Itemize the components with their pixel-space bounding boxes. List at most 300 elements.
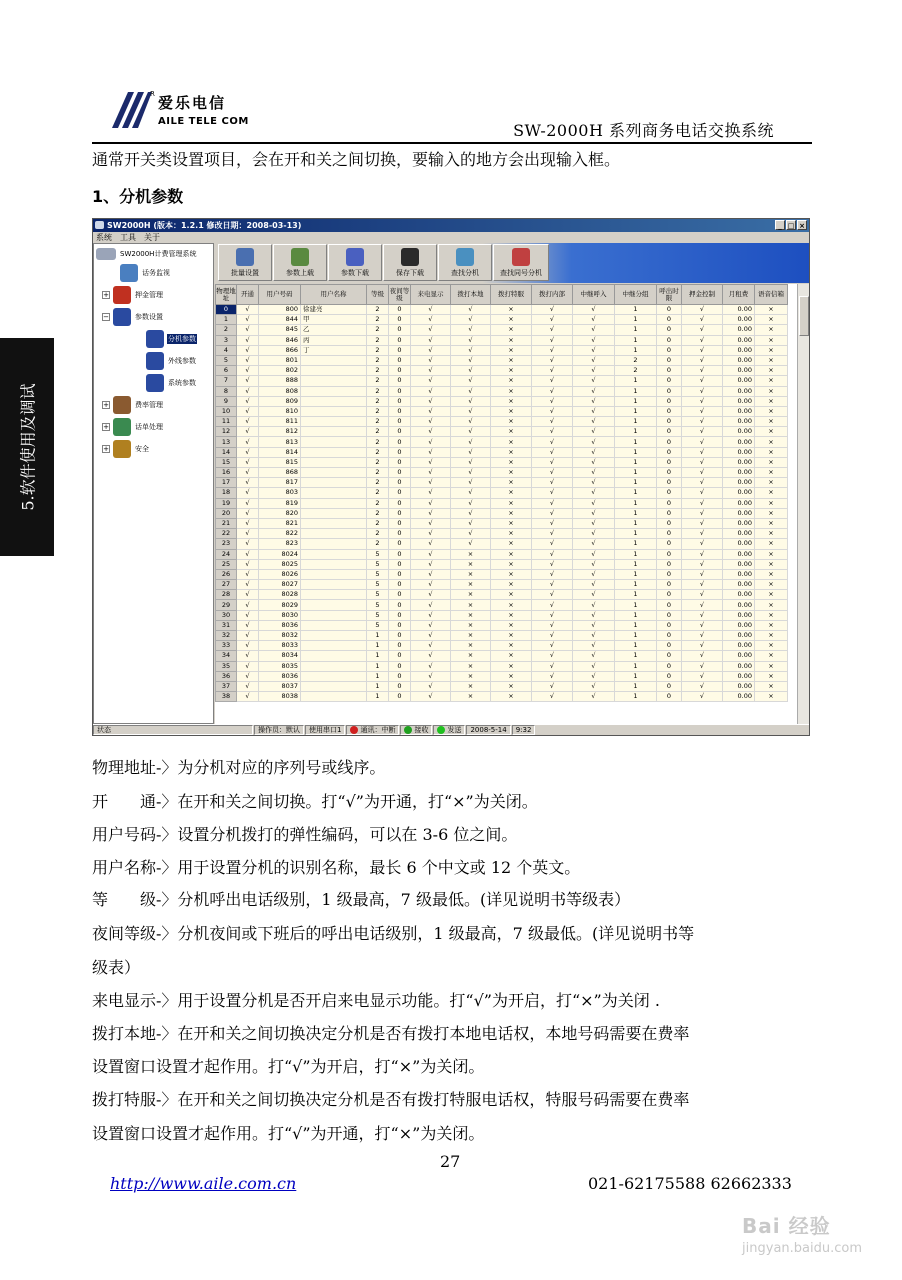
- table-cell[interactable]: ×: [451, 681, 491, 691]
- table-row[interactable]: [216, 661, 788, 671]
- table-cell[interactable]: √: [451, 417, 491, 427]
- table-cell[interactable]: 35: [216, 661, 237, 671]
- table-cell[interactable]: √: [411, 631, 451, 641]
- table-cell[interactable]: √: [682, 549, 723, 559]
- column-header[interactable]: 押金控制: [682, 285, 723, 305]
- table-cell[interactable]: 0: [389, 631, 411, 641]
- table-cell[interactable]: √: [237, 488, 259, 498]
- table-cell[interactable]: √: [532, 325, 573, 335]
- tree-item-deposit[interactable]: + 押金管理: [102, 286, 164, 304]
- table-cell[interactable]: 徐建亮: [301, 305, 367, 315]
- table-cell[interactable]: ×: [491, 600, 532, 610]
- table-cell[interactable]: ×: [755, 447, 788, 457]
- table-row[interactable]: [216, 325, 788, 335]
- table-cell[interactable]: [301, 661, 367, 671]
- table-cell[interactable]: √: [451, 427, 491, 437]
- table-cell[interactable]: √: [237, 315, 259, 325]
- table-cell[interactable]: [301, 692, 367, 702]
- table-cell[interactable]: 0.00: [723, 386, 755, 396]
- table-cell[interactable]: 0: [389, 335, 411, 345]
- table-cell[interactable]: √: [411, 692, 451, 702]
- table-cell[interactable]: 0.00: [723, 498, 755, 508]
- table-cell[interactable]: 1: [615, 671, 657, 681]
- table-cell[interactable]: 0.00: [723, 569, 755, 579]
- table-cell[interactable]: 802: [259, 366, 301, 376]
- table-cell[interactable]: 25: [216, 559, 237, 569]
- table-cell[interactable]: 18: [216, 488, 237, 498]
- table-cell[interactable]: √: [573, 345, 615, 355]
- table-cell[interactable]: [301, 580, 367, 590]
- table-cell[interactable]: √: [573, 631, 615, 641]
- table-cell[interactable]: √: [532, 366, 573, 376]
- table-row[interactable]: [216, 651, 788, 661]
- table-cell[interactable]: 13: [216, 437, 237, 447]
- table-cell[interactable]: √: [573, 498, 615, 508]
- table-cell[interactable]: ×: [755, 478, 788, 488]
- table-cell[interactable]: [301, 610, 367, 620]
- maximize-button[interactable]: □: [787, 222, 795, 230]
- table-cell[interactable]: 0: [389, 641, 411, 651]
- table-cell[interactable]: 814: [259, 447, 301, 457]
- table-cell[interactable]: 28: [216, 590, 237, 600]
- table-cell[interactable]: 0.00: [723, 549, 755, 559]
- table-cell[interactable]: ×: [491, 539, 532, 549]
- table-cell[interactable]: 1: [615, 529, 657, 539]
- table-cell[interactable]: 29: [216, 600, 237, 610]
- table-cell[interactable]: 8034: [259, 651, 301, 661]
- table-cell[interactable]: √: [411, 549, 451, 559]
- column-header[interactable]: 拨打本地: [451, 285, 491, 305]
- table-cell[interactable]: ×: [755, 508, 788, 518]
- table-cell[interactable]: ×: [491, 488, 532, 498]
- table-cell[interactable]: 819: [259, 498, 301, 508]
- table-cell[interactable]: ×: [491, 518, 532, 528]
- table-cell[interactable]: √: [237, 508, 259, 518]
- table-cell[interactable]: √: [532, 457, 573, 467]
- table-cell[interactable]: √: [682, 315, 723, 325]
- table-cell[interactable]: ×: [491, 406, 532, 416]
- table-cell[interactable]: ×: [491, 447, 532, 457]
- table-cell[interactable]: 0.00: [723, 508, 755, 518]
- table-cell[interactable]: 0.00: [723, 345, 755, 355]
- collapse-icon[interactable]: −: [103, 313, 109, 321]
- table-cell[interactable]: ×: [755, 437, 788, 447]
- table-cell[interactable]: ×: [491, 631, 532, 641]
- table-cell[interactable]: 0.00: [723, 427, 755, 437]
- table-cell[interactable]: 0: [389, 620, 411, 630]
- column-header[interactable]: 等级: [367, 285, 389, 305]
- table-cell[interactable]: 0: [657, 498, 682, 508]
- table-cell[interactable]: 14: [216, 447, 237, 457]
- table-cell[interactable]: 0: [657, 620, 682, 630]
- table-cell[interactable]: 0: [389, 376, 411, 386]
- table-cell[interactable]: [301, 671, 367, 681]
- table-cell[interactable]: 0: [389, 488, 411, 498]
- table-cell[interactable]: √: [451, 406, 491, 416]
- table-cell[interactable]: ×: [491, 335, 532, 345]
- table-cell[interactable]: √: [573, 692, 615, 702]
- table-cell[interactable]: 2: [367, 498, 389, 508]
- table-cell[interactable]: 1: [615, 580, 657, 590]
- table-cell[interactable]: ×: [491, 386, 532, 396]
- table-cell[interactable]: 1: [615, 488, 657, 498]
- table-cell[interactable]: 0.00: [723, 417, 755, 427]
- table-cell[interactable]: 8: [216, 386, 237, 396]
- upload-params-button[interactable]: 参数上载: [273, 244, 327, 281]
- table-cell[interactable]: 1: [615, 386, 657, 396]
- table-row[interactable]: [216, 631, 788, 641]
- table-cell[interactable]: ×: [755, 325, 788, 335]
- table-cell[interactable]: 0.00: [723, 447, 755, 457]
- table-cell[interactable]: ×: [491, 590, 532, 600]
- table-cell[interactable]: 7: [216, 376, 237, 386]
- tree-item-settings[interactable]: − 参数设置: [102, 308, 164, 326]
- table-cell[interactable]: √: [682, 325, 723, 335]
- table-cell[interactable]: √: [411, 468, 451, 478]
- table-cell[interactable]: 2: [367, 315, 389, 325]
- table-cell[interactable]: 846: [259, 335, 301, 345]
- table-cell[interactable]: 808: [259, 386, 301, 396]
- table-cell[interactable]: √: [682, 559, 723, 569]
- table-cell[interactable]: ×: [755, 518, 788, 528]
- table-cell[interactable]: 868: [259, 468, 301, 478]
- table-cell[interactable]: 0: [657, 661, 682, 671]
- table-cell[interactable]: 2: [367, 529, 389, 539]
- table-cell[interactable]: 37: [216, 681, 237, 691]
- table-cell[interactable]: √: [532, 590, 573, 600]
- tree-item-system-params[interactable]: 系统参数: [146, 374, 197, 392]
- table-cell[interactable]: 5: [367, 600, 389, 610]
- table-cell[interactable]: 32: [216, 631, 237, 641]
- table-cell[interactable]: √: [451, 355, 491, 365]
- table-cell[interactable]: √: [237, 661, 259, 671]
- table-cell[interactable]: [301, 417, 367, 427]
- table-cell[interactable]: ×: [491, 366, 532, 376]
- table-row[interactable]: [216, 447, 788, 457]
- table-cell[interactable]: √: [411, 620, 451, 630]
- table-row[interactable]: [216, 610, 788, 620]
- table-cell[interactable]: 0: [389, 692, 411, 702]
- table-cell[interactable]: √: [237, 355, 259, 365]
- table-cell[interactable]: √: [682, 651, 723, 661]
- table-cell[interactable]: 26: [216, 569, 237, 579]
- table-cell[interactable]: 0: [389, 518, 411, 528]
- table-cell[interactable]: 0.00: [723, 559, 755, 569]
- table-cell[interactable]: √: [682, 620, 723, 630]
- table-cell[interactable]: 5: [367, 549, 389, 559]
- table-cell[interactable]: 0: [389, 366, 411, 376]
- table-cell[interactable]: ×: [755, 539, 788, 549]
- table-cell[interactable]: ×: [451, 600, 491, 610]
- table-cell[interactable]: 0: [389, 580, 411, 590]
- table-cell[interactable]: 36: [216, 671, 237, 681]
- table-cell[interactable]: √: [532, 529, 573, 539]
- table-cell[interactable]: √: [411, 366, 451, 376]
- table-cell[interactable]: √: [573, 376, 615, 386]
- table-cell[interactable]: 0.00: [723, 488, 755, 498]
- table-cell[interactable]: 0: [657, 651, 682, 661]
- table-cell[interactable]: [301, 508, 367, 518]
- table-cell[interactable]: √: [411, 325, 451, 335]
- table-cell[interactable]: 5: [367, 620, 389, 630]
- table-cell[interactable]: 0.00: [723, 651, 755, 661]
- table-cell[interactable]: √: [237, 386, 259, 396]
- table-cell[interactable]: [301, 518, 367, 528]
- table-cell[interactable]: ×: [755, 651, 788, 661]
- table-row[interactable]: [216, 315, 788, 325]
- table-cell[interactable]: 0: [657, 478, 682, 488]
- table-cell[interactable]: √: [451, 335, 491, 345]
- table-cell[interactable]: √: [411, 355, 451, 365]
- table-cell[interactable]: √: [237, 366, 259, 376]
- table-cell[interactable]: [301, 631, 367, 641]
- table-cell[interactable]: √: [411, 447, 451, 457]
- table-cell[interactable]: 5: [367, 580, 389, 590]
- table-cell[interactable]: 0: [657, 366, 682, 376]
- table-cell[interactable]: ×: [451, 610, 491, 620]
- table-cell[interactable]: √: [411, 569, 451, 579]
- table-cell[interactable]: √: [237, 457, 259, 467]
- table-cell[interactable]: √: [573, 610, 615, 620]
- table-cell[interactable]: ×: [491, 468, 532, 478]
- table-cell[interactable]: 1: [367, 692, 389, 702]
- table-cell[interactable]: 2: [367, 355, 389, 365]
- table-cell[interactable]: 2: [367, 468, 389, 478]
- table-cell[interactable]: 1: [615, 590, 657, 600]
- table-cell[interactable]: ×: [755, 468, 788, 478]
- table-cell[interactable]: √: [532, 559, 573, 569]
- table-cell[interactable]: √: [532, 305, 573, 315]
- table-cell[interactable]: 38: [216, 692, 237, 702]
- table-cell[interactable]: 8027: [259, 580, 301, 590]
- tree-item-trunk-params[interactable]: 外线参数: [146, 352, 197, 370]
- column-header[interactable]: 语音信箱: [755, 285, 788, 305]
- table-cell[interactable]: √: [573, 335, 615, 345]
- download-params-button[interactable]: 参数下载: [328, 244, 382, 281]
- table-cell[interactable]: √: [237, 478, 259, 488]
- table-cell[interactable]: √: [451, 539, 491, 549]
- table-cell[interactable]: √: [237, 651, 259, 661]
- table-cell[interactable]: ×: [755, 641, 788, 651]
- table-cell[interactable]: ×: [755, 610, 788, 620]
- table-cell[interactable]: 1: [367, 671, 389, 681]
- find-extension-button[interactable]: 查找分机: [438, 244, 492, 281]
- table-cell[interactable]: 1: [615, 600, 657, 610]
- table-cell[interactable]: 27: [216, 580, 237, 590]
- table-cell[interactable]: √: [451, 345, 491, 355]
- table-cell[interactable]: ×: [755, 396, 788, 406]
- expand-icon[interactable]: +: [103, 401, 109, 409]
- table-row[interactable]: [216, 600, 788, 610]
- table-cell[interactable]: ×: [755, 406, 788, 416]
- table-cell[interactable]: [301, 468, 367, 478]
- table-cell[interactable]: √: [682, 610, 723, 620]
- table-cell[interactable]: √: [237, 518, 259, 528]
- column-header[interactable]: 来电显示: [411, 285, 451, 305]
- table-cell[interactable]: 2: [367, 335, 389, 345]
- table-cell[interactable]: √: [573, 447, 615, 457]
- table-cell[interactable]: 1: [615, 417, 657, 427]
- table-cell[interactable]: √: [451, 518, 491, 528]
- table-cell[interactable]: 24: [216, 549, 237, 559]
- table-cell[interactable]: ×: [755, 681, 788, 691]
- table-cell[interactable]: 33: [216, 641, 237, 651]
- table-cell[interactable]: ×: [491, 437, 532, 447]
- table-cell[interactable]: √: [573, 366, 615, 376]
- table-cell[interactable]: 0: [389, 549, 411, 559]
- table-cell[interactable]: 0.00: [723, 671, 755, 681]
- table-cell[interactable]: 2: [367, 417, 389, 427]
- table-cell[interactable]: √: [411, 315, 451, 325]
- table-cell[interactable]: 0.00: [723, 305, 755, 315]
- table-cell[interactable]: √: [573, 559, 615, 569]
- table-cell[interactable]: ×: [491, 325, 532, 335]
- table-row[interactable]: [216, 549, 788, 559]
- table-cell[interactable]: 0: [389, 651, 411, 661]
- table-cell[interactable]: ×: [755, 559, 788, 569]
- table-cell[interactable]: √: [532, 468, 573, 478]
- table-cell[interactable]: 1: [615, 427, 657, 437]
- table-cell[interactable]: 803: [259, 488, 301, 498]
- table-cell[interactable]: √: [573, 468, 615, 478]
- table-cell[interactable]: √: [237, 620, 259, 630]
- table-cell[interactable]: 甲: [301, 315, 367, 325]
- table-cell[interactable]: 1: [615, 641, 657, 651]
- table-row[interactable]: [216, 396, 788, 406]
- table-cell[interactable]: 2: [367, 539, 389, 549]
- table-cell[interactable]: 0: [389, 478, 411, 488]
- table-cell[interactable]: 0: [389, 508, 411, 518]
- table-cell[interactable]: [301, 386, 367, 396]
- table-cell[interactable]: √: [682, 498, 723, 508]
- table-cell[interactable]: √: [411, 417, 451, 427]
- table-cell[interactable]: 0: [657, 355, 682, 365]
- table-cell[interactable]: 0.00: [723, 396, 755, 406]
- table-cell[interactable]: √: [573, 651, 615, 661]
- table-cell[interactable]: 8036: [259, 671, 301, 681]
- menu-tools[interactable]: 工具: [120, 233, 136, 242]
- table-cell[interactable]: 0: [657, 315, 682, 325]
- table-cell[interactable]: 1: [615, 325, 657, 335]
- table-cell[interactable]: ×: [491, 651, 532, 661]
- table-row[interactable]: [216, 386, 788, 396]
- table-cell[interactable]: 2: [367, 376, 389, 386]
- table-cell[interactable]: ×: [491, 641, 532, 651]
- tree-item-bill[interactable]: + 话单处理: [102, 418, 164, 436]
- table-cell[interactable]: √: [411, 437, 451, 447]
- table-cell[interactable]: √: [532, 498, 573, 508]
- table-cell[interactable]: √: [682, 457, 723, 467]
- table-cell[interactable]: 6: [216, 366, 237, 376]
- save-download-button[interactable]: 保存下载: [383, 244, 437, 281]
- table-cell[interactable]: 0: [657, 529, 682, 539]
- table-cell[interactable]: 0: [389, 427, 411, 437]
- table-cell[interactable]: 3: [216, 335, 237, 345]
- table-cell[interactable]: ×: [755, 580, 788, 590]
- table-row[interactable]: [216, 457, 788, 467]
- table-cell[interactable]: ×: [491, 355, 532, 365]
- table-cell[interactable]: ×: [755, 569, 788, 579]
- table-cell[interactable]: ×: [491, 305, 532, 315]
- table-row[interactable]: [216, 366, 788, 376]
- table-row[interactable]: [216, 692, 788, 702]
- table-cell[interactable]: √: [532, 488, 573, 498]
- table-cell[interactable]: √: [532, 600, 573, 610]
- table-cell[interactable]: 1: [367, 631, 389, 641]
- table-cell[interactable]: 0.00: [723, 620, 755, 630]
- table-row[interactable]: [216, 671, 788, 681]
- table-cell[interactable]: 0: [657, 376, 682, 386]
- table-cell[interactable]: √: [411, 498, 451, 508]
- table-cell[interactable]: 0.00: [723, 590, 755, 600]
- table-cell[interactable]: ×: [755, 345, 788, 355]
- table-row[interactable]: [216, 478, 788, 488]
- table-cell[interactable]: 0.00: [723, 529, 755, 539]
- table-cell[interactable]: √: [532, 641, 573, 651]
- table-cell[interactable]: 2: [367, 406, 389, 416]
- table-cell[interactable]: 2: [367, 396, 389, 406]
- table-cell[interactable]: √: [451, 376, 491, 386]
- table-cell[interactable]: 0: [389, 681, 411, 691]
- table-cell[interactable]: 20: [216, 508, 237, 518]
- table-row[interactable]: [216, 355, 788, 365]
- table-cell[interactable]: ×: [755, 600, 788, 610]
- table-cell[interactable]: [301, 437, 367, 447]
- table-cell[interactable]: √: [573, 549, 615, 559]
- table-cell[interactable]: 811: [259, 417, 301, 427]
- table-cell[interactable]: √: [411, 478, 451, 488]
- table-cell[interactable]: 813: [259, 437, 301, 447]
- tree-item-security[interactable]: + 安全: [102, 440, 150, 458]
- table-cell[interactable]: 1: [216, 315, 237, 325]
- table-cell[interactable]: ×: [491, 427, 532, 437]
- table-cell[interactable]: √: [573, 671, 615, 681]
- table-cell[interactable]: √: [682, 488, 723, 498]
- table-cell[interactable]: √: [237, 376, 259, 386]
- table-cell[interactable]: 1: [615, 631, 657, 641]
- table-cell[interactable]: √: [573, 478, 615, 488]
- table-cell[interactable]: 0.00: [723, 325, 755, 335]
- table-cell[interactable]: 22: [216, 529, 237, 539]
- table-cell[interactable]: √: [682, 345, 723, 355]
- table-cell[interactable]: [301, 651, 367, 661]
- table-cell[interactable]: [301, 559, 367, 569]
- table-cell[interactable]: 0: [657, 396, 682, 406]
- table-cell[interactable]: 0: [657, 610, 682, 620]
- table-cell[interactable]: √: [411, 681, 451, 691]
- table-cell[interactable]: 21: [216, 518, 237, 528]
- table-cell[interactable]: 0: [657, 488, 682, 498]
- table-cell[interactable]: 1: [615, 478, 657, 488]
- table-cell[interactable]: √: [237, 559, 259, 569]
- table-cell[interactable]: ×: [491, 498, 532, 508]
- table-cell[interactable]: √: [237, 590, 259, 600]
- table-cell[interactable]: 10: [216, 406, 237, 416]
- table-cell[interactable]: ×: [491, 661, 532, 671]
- column-header[interactable]: 夜间等级: [389, 285, 411, 305]
- table-cell[interactable]: 0: [389, 671, 411, 681]
- table-cell[interactable]: √: [411, 590, 451, 600]
- column-header[interactable]: 中继分组: [615, 285, 657, 305]
- table-cell[interactable]: √: [451, 468, 491, 478]
- table-cell[interactable]: 0: [389, 406, 411, 416]
- table-cell[interactable]: 0.00: [723, 355, 755, 365]
- table-cell[interactable]: 19: [216, 498, 237, 508]
- table-cell[interactable]: [301, 427, 367, 437]
- table-cell[interactable]: 1: [615, 305, 657, 315]
- table-cell[interactable]: [301, 641, 367, 651]
- table-cell[interactable]: √: [573, 529, 615, 539]
